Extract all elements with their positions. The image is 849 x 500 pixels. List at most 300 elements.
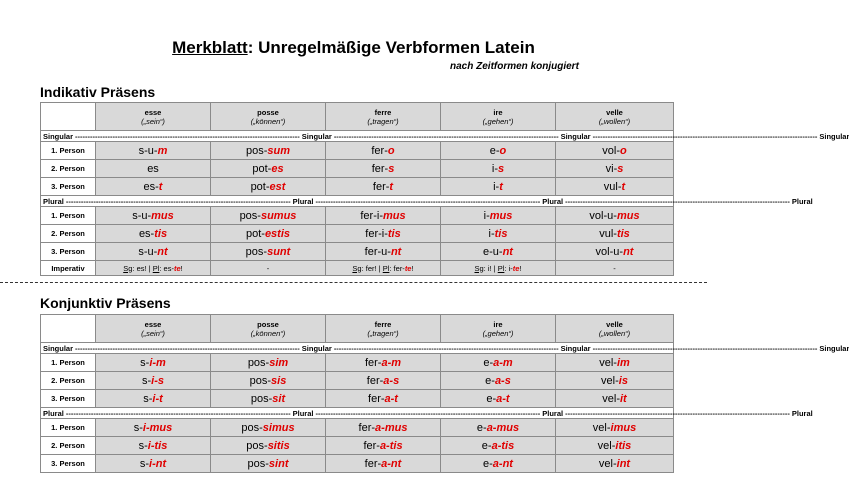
imperativ-pl-stem: : i- bbox=[504, 263, 513, 273]
form-ending: a-t bbox=[384, 392, 398, 405]
verb-form-ferre bbox=[326, 372, 441, 390]
verb-translation: („wollen“) bbox=[598, 328, 631, 338]
singular-label: Singular bbox=[301, 343, 332, 353]
verb-form-ire bbox=[441, 178, 556, 196]
imperativ-pl-ending: te bbox=[173, 263, 181, 273]
singular-divider bbox=[41, 343, 849, 354]
divider-dashes: ------------------------------------------------------------------------------------------ bbox=[315, 196, 541, 206]
plural-divider-row bbox=[41, 196, 674, 207]
form-ending: a-m bbox=[493, 356, 513, 369]
verb-form-velle bbox=[556, 178, 674, 196]
person-label: 3. Person bbox=[41, 390, 96, 408]
form-ending: s bbox=[617, 162, 624, 175]
imperativ-label: Imperativ bbox=[41, 261, 96, 276]
verb-form-posse bbox=[211, 225, 326, 243]
imperativ-pl-stem: : es- bbox=[159, 263, 174, 273]
plural-row-person-3 bbox=[41, 243, 674, 261]
verb-form-velle bbox=[556, 390, 674, 408]
form-ending: mus bbox=[382, 209, 406, 222]
form-stem: s-u- bbox=[138, 144, 158, 157]
form-stem: vel- bbox=[598, 457, 617, 470]
verb-form-esse bbox=[96, 354, 211, 372]
person-label: 2. Person bbox=[41, 225, 96, 243]
divider-dashes: ------------------------------------------------------------------------------------------ bbox=[592, 343, 818, 353]
imperativ-form-velle bbox=[556, 261, 674, 276]
form-ending: sit bbox=[272, 392, 286, 405]
form-ending: mus bbox=[151, 209, 174, 222]
plural-label: Plural bbox=[542, 196, 564, 206]
form-stem: i- bbox=[493, 180, 500, 193]
verb-form-ire bbox=[441, 419, 556, 437]
form-ending: o bbox=[620, 144, 627, 157]
divider-dashes: ------------------------------------------------------------------------------------------ bbox=[565, 196, 790, 206]
verb-header-esse bbox=[96, 103, 211, 131]
imperativ-sg-form: : i! | bbox=[483, 263, 498, 273]
verb-form-velle bbox=[556, 160, 674, 178]
verb-form-ire bbox=[441, 437, 556, 455]
plural-label: Plural bbox=[292, 196, 314, 206]
person-label: 3. Person bbox=[41, 455, 96, 473]
verb-form-velle bbox=[556, 354, 674, 372]
form-ending: i-s bbox=[151, 374, 164, 387]
plural-label: Plural bbox=[791, 196, 813, 206]
form-stem: fer- bbox=[363, 439, 380, 452]
plural-label: Plural bbox=[43, 196, 64, 206]
form-ending: nt bbox=[623, 245, 634, 258]
verb-form-ire bbox=[441, 160, 556, 178]
form-stem: pos- bbox=[245, 245, 268, 258]
verb-translation: („wollen“) bbox=[598, 116, 631, 126]
form-ending: estis bbox=[264, 227, 291, 240]
imperativ-form-ire bbox=[441, 261, 556, 276]
verb-form-posse bbox=[211, 455, 326, 473]
form-ending: est bbox=[269, 180, 286, 193]
form-stem: fer- bbox=[371, 144, 388, 157]
verb-infinitive: velle bbox=[606, 107, 623, 117]
verb-form-esse bbox=[96, 178, 211, 196]
verb-form-posse bbox=[211, 419, 326, 437]
imperativ-pl-ending: te bbox=[404, 263, 412, 273]
verb-translation: („können“) bbox=[250, 116, 286, 126]
singular-divider-labels bbox=[41, 343, 849, 353]
singular-divider bbox=[41, 131, 849, 142]
verb-infinitive: ferre bbox=[374, 107, 392, 117]
verb-form-ferre bbox=[326, 419, 441, 437]
verb-form-ire bbox=[441, 390, 556, 408]
verb-translation: („sein“) bbox=[141, 328, 165, 338]
form-ending: s bbox=[497, 162, 505, 175]
form-stem: s- bbox=[143, 392, 153, 405]
form-ending: sum bbox=[267, 144, 291, 157]
form-stem: vi- bbox=[605, 162, 618, 175]
form-ending: t bbox=[389, 180, 394, 193]
form-ending: int bbox=[616, 457, 631, 470]
singular-row-person-2 bbox=[41, 372, 674, 390]
form-stem: es bbox=[147, 162, 159, 175]
singular-label: Singular bbox=[301, 131, 332, 141]
verb-form-ferre bbox=[326, 390, 441, 408]
form-stem: pos- bbox=[241, 421, 263, 434]
imperativ-pl-label: Pl bbox=[152, 263, 160, 273]
section-title-indikativ: Indikativ Präsens bbox=[40, 84, 156, 100]
form-stem: s- bbox=[140, 356, 150, 369]
imperativ-sg-label: Sg bbox=[352, 263, 362, 273]
form-stem: es- bbox=[138, 227, 155, 240]
verb-header-posse bbox=[211, 315, 326, 343]
form-stem: vul- bbox=[603, 180, 622, 193]
form-stem: e- bbox=[476, 421, 487, 434]
form-ending: a-m bbox=[381, 356, 402, 369]
verb-form-velle bbox=[556, 207, 674, 225]
person-label: 3. Person bbox=[41, 178, 96, 196]
form-stem: i- bbox=[483, 209, 490, 222]
imperativ-pl-label: Pl bbox=[497, 263, 505, 273]
imperativ-sg-form: : fer! | bbox=[361, 263, 383, 273]
form-ending: a-mus bbox=[486, 421, 520, 434]
verb-form-velle bbox=[556, 225, 674, 243]
form-stem: i- bbox=[491, 162, 498, 175]
plural-row-person-2 bbox=[41, 437, 674, 455]
form-ending: tis bbox=[154, 227, 168, 240]
verb-form-posse bbox=[211, 372, 326, 390]
imperativ-tail: ! bbox=[519, 263, 522, 273]
form-stem: e- bbox=[481, 439, 492, 452]
form-ending: a-nt bbox=[492, 457, 513, 470]
form-stem: pot- bbox=[250, 180, 270, 193]
verb-header-ire bbox=[441, 103, 556, 131]
form-ending: sim bbox=[269, 356, 289, 369]
form-stem: pot- bbox=[252, 162, 272, 175]
plural-row-person-2 bbox=[41, 225, 674, 243]
plural-row-person-3 bbox=[41, 455, 674, 473]
verb-form-ferre bbox=[326, 160, 441, 178]
table-indikativ bbox=[40, 102, 849, 276]
verb-infinitive: esse bbox=[144, 107, 162, 117]
verb-form-esse bbox=[96, 419, 211, 437]
form-stem: vel- bbox=[602, 392, 620, 405]
verb-form-esse bbox=[96, 207, 211, 225]
verb-form-velle bbox=[556, 419, 674, 437]
form-stem: s-u- bbox=[132, 209, 152, 222]
plural-label: Plural bbox=[43, 408, 64, 418]
verb-header-row bbox=[41, 315, 674, 343]
divider-dashes: ------------------------------------------------------------------------------------------ bbox=[65, 196, 291, 206]
form-ending: t bbox=[621, 180, 626, 193]
form-stem: fer- bbox=[368, 392, 385, 405]
verb-infinitive: posse bbox=[257, 319, 279, 329]
verb-form-ire bbox=[441, 372, 556, 390]
form-stem: fer- bbox=[372, 180, 390, 193]
form-stem: fer- bbox=[364, 356, 382, 369]
form-ending: i-tis bbox=[147, 439, 168, 452]
form-stem: fer- bbox=[366, 374, 384, 387]
verb-translation: („gehen“) bbox=[482, 116, 514, 126]
form-stem: pos- bbox=[247, 356, 270, 369]
singular-row-person-1 bbox=[41, 142, 674, 160]
imperativ-none: - bbox=[266, 263, 270, 273]
divider-dashes: ------------------------------------------------------------------------------------------ bbox=[75, 343, 300, 353]
form-stem: pos- bbox=[239, 209, 261, 222]
form-ending: nt bbox=[157, 245, 168, 258]
verb-form-esse bbox=[96, 243, 211, 261]
form-stem: i- bbox=[488, 227, 495, 240]
form-stem: e- bbox=[483, 457, 493, 470]
verb-form-ferre bbox=[326, 178, 441, 196]
singular-label: Singular bbox=[560, 131, 591, 141]
verb-infinitive: posse bbox=[257, 107, 279, 117]
header-corner-cell bbox=[41, 315, 96, 343]
divider-dashes: ------------------------------------------------------------------------------------------ bbox=[565, 408, 790, 418]
form-ending: t bbox=[158, 180, 163, 193]
person-label: 2. Person bbox=[41, 437, 96, 455]
form-stem: fer-u- bbox=[364, 245, 391, 258]
form-ending: tis bbox=[494, 227, 508, 240]
divider-dashes: ------------------------------------------------------------------------------------------ bbox=[75, 131, 300, 141]
form-stem: s- bbox=[138, 439, 148, 452]
form-ending: a-tis bbox=[491, 439, 515, 452]
form-stem: vel- bbox=[597, 439, 616, 452]
plural-label: Plural bbox=[292, 408, 314, 418]
form-ending: a-s bbox=[383, 374, 400, 387]
plural-label: Plural bbox=[542, 408, 564, 418]
form-ending: o bbox=[499, 144, 507, 157]
singular-divider-row bbox=[41, 343, 674, 354]
imperativ-form-ferre bbox=[326, 261, 441, 276]
verb-form-esse bbox=[96, 160, 211, 178]
form-stem: fer-i- bbox=[360, 209, 383, 222]
form-stem: vol-u- bbox=[595, 245, 624, 258]
verb-form-velle bbox=[556, 142, 674, 160]
singular-label: Singular bbox=[819, 343, 849, 353]
singular-row-person-3 bbox=[41, 178, 674, 196]
verb-translation: („können“) bbox=[250, 328, 286, 338]
person-label: 3. Person bbox=[41, 243, 96, 261]
verb-form-esse bbox=[96, 142, 211, 160]
form-ending: es bbox=[271, 162, 284, 175]
verb-form-ferre bbox=[326, 207, 441, 225]
singular-row-person-2 bbox=[41, 160, 674, 178]
form-ending: tis bbox=[616, 227, 630, 240]
verb-form-posse bbox=[211, 178, 326, 196]
form-ending: imus bbox=[610, 421, 637, 434]
verb-form-velle bbox=[556, 455, 674, 473]
person-label: 1. Person bbox=[41, 142, 96, 160]
table-konjunktiv bbox=[40, 314, 849, 473]
divider-dashes: ------------------------------------------------------------------------------------------ bbox=[333, 343, 559, 353]
form-ending: sitis bbox=[267, 439, 290, 452]
verb-form-velle bbox=[556, 243, 674, 261]
verb-header-velle bbox=[556, 103, 674, 131]
verb-infinitive: velle bbox=[606, 319, 623, 329]
verb-form-posse bbox=[211, 390, 326, 408]
form-ending: nt bbox=[502, 245, 513, 258]
singular-label: Singular bbox=[43, 343, 74, 353]
singular-label: Singular bbox=[43, 131, 74, 141]
imperativ-form-esse bbox=[96, 261, 211, 276]
form-ending: tis bbox=[387, 227, 401, 240]
verb-form-ire bbox=[441, 243, 556, 261]
form-ending: a-t bbox=[496, 392, 510, 405]
verb-form-posse bbox=[211, 243, 326, 261]
form-stem: pos- bbox=[246, 439, 268, 452]
singular-row-person-3 bbox=[41, 390, 674, 408]
verb-form-velle bbox=[556, 437, 674, 455]
imperativ-form-posse bbox=[211, 261, 326, 276]
verb-form-ferre bbox=[326, 225, 441, 243]
form-ending: itis bbox=[615, 439, 632, 452]
imperativ-pl-ending: te bbox=[512, 263, 520, 273]
form-ending: m bbox=[157, 144, 168, 157]
form-stem: s- bbox=[139, 457, 150, 470]
verb-form-ire bbox=[441, 354, 556, 372]
header-corner-cell bbox=[41, 103, 96, 131]
form-stem: pos- bbox=[247, 457, 269, 470]
imperativ-sg-form: : es! | bbox=[132, 263, 153, 273]
form-ending: sumus bbox=[260, 209, 297, 222]
verb-header-esse bbox=[96, 315, 211, 343]
verb-form-posse bbox=[211, 207, 326, 225]
plural-divider-labels bbox=[41, 196, 813, 206]
verb-form-ire bbox=[441, 455, 556, 473]
form-stem: vel- bbox=[592, 421, 611, 434]
form-ending: s bbox=[388, 162, 395, 175]
page-title bbox=[0, 38, 707, 58]
imperativ-row bbox=[41, 261, 674, 276]
verb-infinitive: ferre bbox=[374, 319, 392, 329]
form-ending: o bbox=[387, 144, 395, 157]
form-stem: vol-u- bbox=[589, 209, 617, 222]
verb-header-velle bbox=[556, 315, 674, 343]
form-ending: a-s bbox=[494, 374, 511, 387]
person-label: 1. Person bbox=[41, 354, 96, 372]
form-ending: sint bbox=[268, 457, 289, 470]
form-stem: e- bbox=[483, 356, 494, 369]
form-stem: e- bbox=[486, 392, 497, 405]
form-stem: s- bbox=[133, 421, 143, 434]
form-stem: vel- bbox=[601, 374, 619, 387]
page-subtitle: nach Zeitformen konjugiert bbox=[450, 61, 579, 72]
plural-divider-labels bbox=[41, 408, 813, 418]
plural-label: Plural bbox=[791, 408, 813, 418]
form-ending: a-nt bbox=[381, 457, 402, 470]
singular-label: Singular bbox=[560, 343, 591, 353]
form-stem: pos- bbox=[250, 392, 273, 405]
form-stem: e- bbox=[489, 144, 500, 157]
form-ending: a-tis bbox=[379, 439, 403, 452]
person-label: 2. Person bbox=[41, 372, 96, 390]
form-ending: is bbox=[618, 374, 628, 387]
form-ending: mus bbox=[616, 209, 640, 222]
form-stem: e-u- bbox=[483, 245, 503, 258]
verb-form-esse bbox=[96, 372, 211, 390]
form-ending: i-m bbox=[149, 356, 166, 369]
verb-form-posse bbox=[211, 142, 326, 160]
verb-form-posse bbox=[211, 437, 326, 455]
verb-form-ferre bbox=[326, 243, 441, 261]
title-rest: : Unregelmäßige Verbformen Latein bbox=[247, 38, 535, 57]
verb-translation: („tragen“) bbox=[367, 116, 399, 126]
form-ending: t bbox=[499, 180, 503, 193]
form-stem: s-u- bbox=[138, 245, 158, 258]
cut-line-divider bbox=[0, 282, 707, 283]
section-title-konjunktiv: Konjunktiv Präsens bbox=[40, 295, 171, 311]
form-stem: es- bbox=[143, 180, 159, 193]
verb-form-esse bbox=[96, 390, 211, 408]
person-label: 1. Person bbox=[41, 207, 96, 225]
verb-form-ferre bbox=[326, 354, 441, 372]
plural-row-person-1 bbox=[41, 207, 674, 225]
form-stem: pos- bbox=[245, 144, 268, 157]
divider-dashes: ------------------------------------------------------------------------------------------ bbox=[592, 131, 818, 141]
verb-form-posse bbox=[211, 160, 326, 178]
singular-label: Singular bbox=[819, 131, 849, 141]
form-ending: i-nt bbox=[149, 457, 167, 470]
form-ending: sis bbox=[271, 374, 287, 387]
verb-header-row bbox=[41, 103, 674, 131]
form-stem: vul- bbox=[599, 227, 617, 240]
verb-form-ferre bbox=[326, 455, 441, 473]
verb-header-ferre bbox=[326, 315, 441, 343]
imperativ-pl-label: Pl bbox=[382, 263, 390, 273]
verb-header-ire bbox=[441, 315, 556, 343]
imperativ-tail: ! bbox=[180, 263, 183, 273]
divider-dashes: ------------------------------------------------------------------------------------------ bbox=[65, 408, 291, 418]
plural-row-person-1 bbox=[41, 419, 674, 437]
title-prefix: Merkblatt bbox=[172, 38, 248, 57]
imperativ-tail: ! bbox=[411, 263, 414, 273]
singular-row-person-1 bbox=[41, 354, 674, 372]
verb-infinitive: esse bbox=[144, 319, 162, 329]
person-label: 1. Person bbox=[41, 419, 96, 437]
form-ending: im bbox=[616, 356, 630, 369]
form-ending: mus bbox=[489, 209, 513, 222]
plural-divider bbox=[41, 408, 813, 419]
imperativ-none: - bbox=[613, 263, 616, 273]
form-stem: pos- bbox=[249, 374, 272, 387]
verb-form-ire bbox=[441, 225, 556, 243]
form-ending: sunt bbox=[267, 245, 291, 258]
verb-form-ferre bbox=[326, 142, 441, 160]
form-stem: fer- bbox=[371, 162, 389, 175]
plural-divider bbox=[41, 196, 813, 207]
verb-translation: („gehen“) bbox=[482, 328, 514, 338]
plural-divider-row bbox=[41, 408, 674, 419]
verb-translation: („sein“) bbox=[141, 116, 165, 126]
verb-form-esse bbox=[96, 225, 211, 243]
verb-form-esse bbox=[96, 437, 211, 455]
form-ending: nt bbox=[390, 245, 402, 258]
verb-header-posse bbox=[211, 103, 326, 131]
form-stem: s- bbox=[141, 374, 152, 387]
verb-form-posse bbox=[211, 354, 326, 372]
verb-form-ire bbox=[441, 207, 556, 225]
verb-translation: („tragen“) bbox=[367, 328, 399, 338]
form-ending: simus bbox=[262, 421, 295, 434]
form-stem: pot- bbox=[245, 227, 265, 240]
singular-divider-row bbox=[41, 131, 674, 142]
verb-form-velle bbox=[556, 372, 674, 390]
singular-divider-labels bbox=[41, 131, 849, 141]
verb-infinitive: ire bbox=[493, 107, 503, 117]
imperativ-sg-label: Sg bbox=[474, 263, 484, 273]
verb-form-ferre bbox=[326, 437, 441, 455]
form-stem: fer- bbox=[364, 457, 382, 470]
form-ending: it bbox=[620, 392, 627, 405]
divider-dashes: ------------------------------------------------------------------------------------------ bbox=[333, 131, 559, 141]
form-stem: fer- bbox=[358, 421, 376, 434]
form-stem: fer-i- bbox=[365, 227, 388, 240]
form-ending: i-mus bbox=[142, 421, 173, 434]
